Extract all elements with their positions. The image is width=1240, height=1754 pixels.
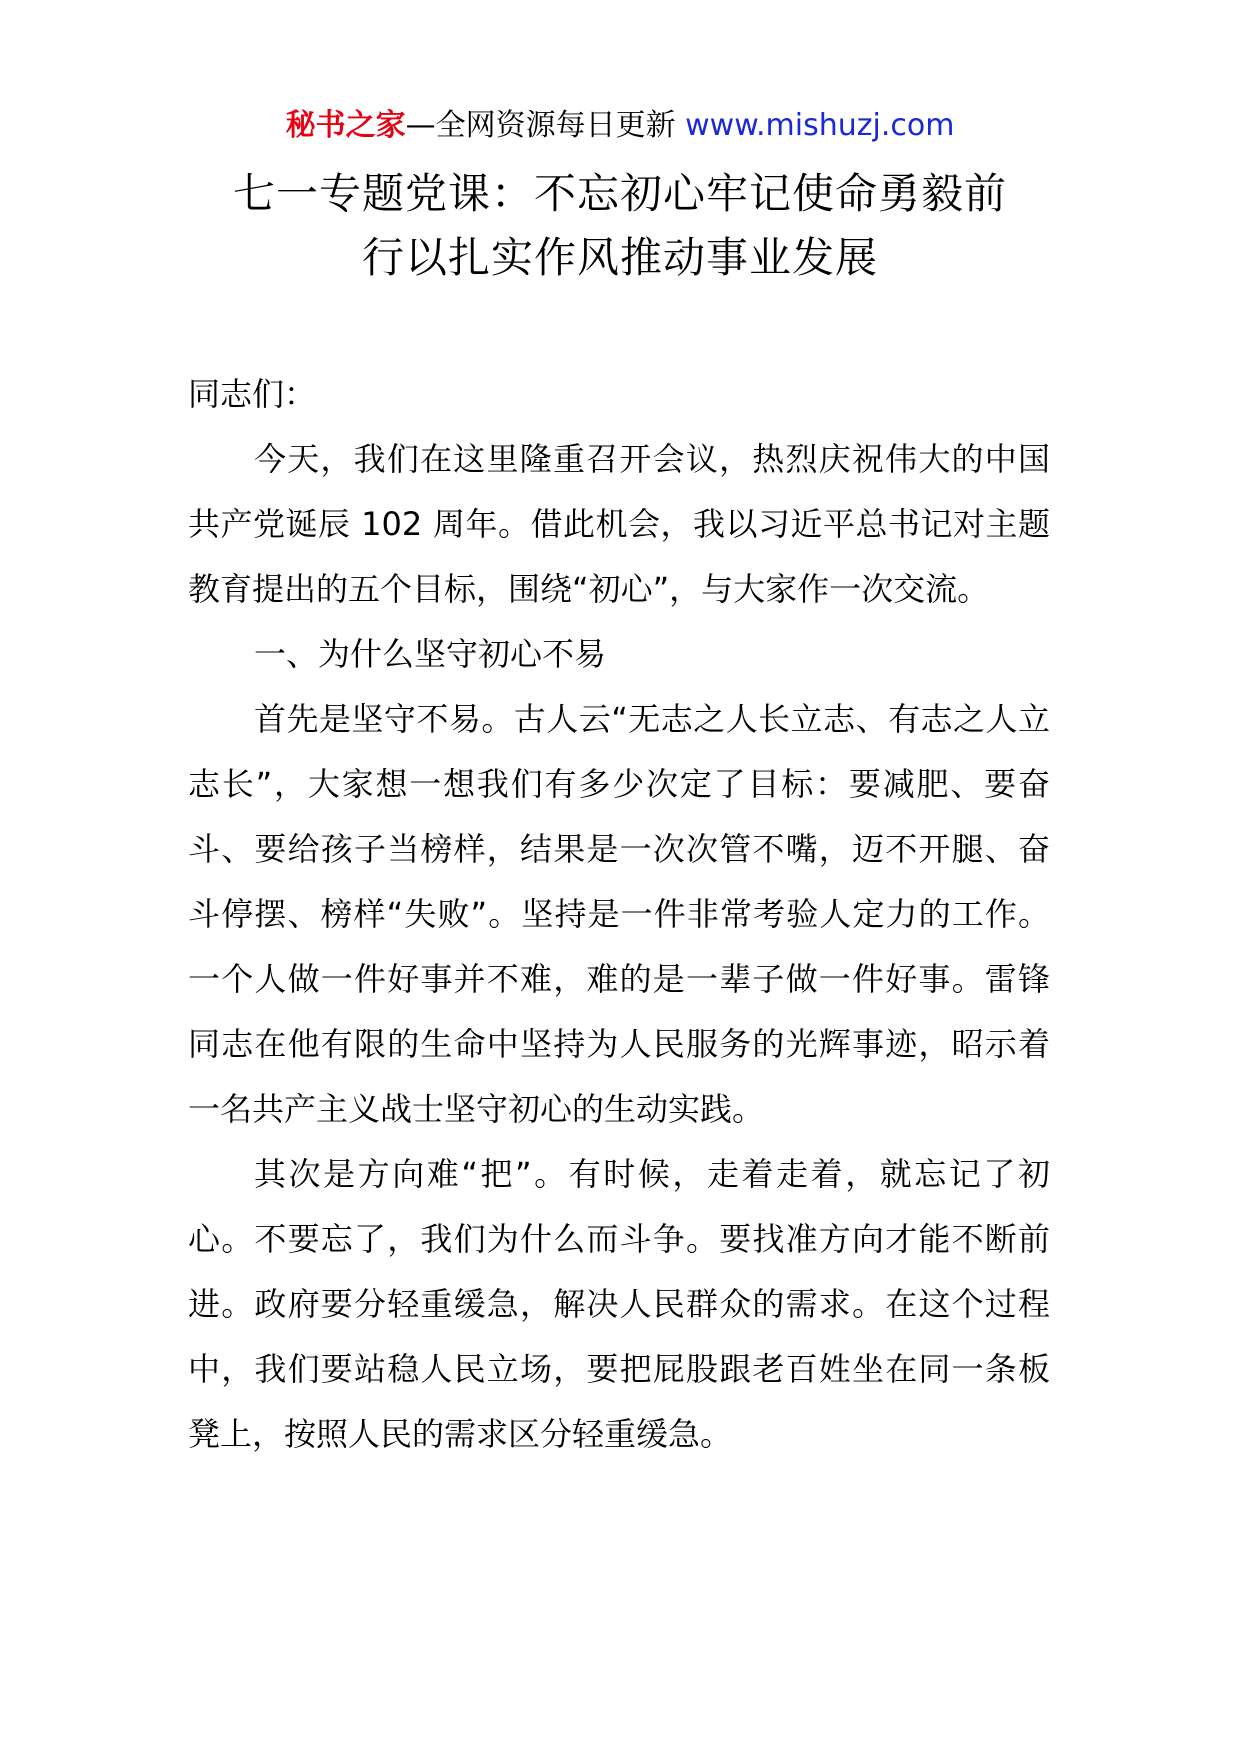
document-title [150, 162, 1090, 290]
section-heading-1: 一、为什么坚守初心不易 [254, 635, 607, 673]
brand-name: 秘书之家 [285, 108, 406, 143]
site-header [0, 104, 1240, 148]
header-tagline: —全网资源每日更新 [405, 108, 686, 143]
paragraph-direction: 其次是方向难“把”。有时候，走着走着，就忘记了初心。不要忘了，我们为什么而斗争。要找准方向才能不断前进。政府要分轻重缓急，解决人民群众的需求。在这个过程中，我们要站稳人民立场，要把屁股跟老百姓坐在同一条板凳上，按照人民的需求区分轻重缓急。 [188, 1155, 1050, 1453]
site-url-link[interactable]: www.mishuzj.com [685, 108, 955, 143]
paragraph-intro: 今天，我们在这里隆重召开会议，热烈庆祝伟大的中国共产党诞辰 102 周年。借此机会，我以习近平总书记对主题教育提出的五个目标，围绕“初心”，与大家作一次交流。 [188, 440, 1050, 608]
document-body [188, 362, 1050, 1467]
title-line-2: 行以扎实作风推动事业发展 [361, 233, 878, 282]
salutation: 同志们： [188, 375, 317, 413]
paragraph-persistence: 首先是坚守不易。古人云“无志之人长立志、有志之人立志长”，大家想一想我们有多少次定了目标：要减肥、要奋斗、要给孩子当榜样，结果是一次次管不嘴，迈不开腿、奋斗停摆、榜样“失败”。坚持是一件非常考验人定力的工作。一个人做一件好事并不难，难的是一辈子做一件好事。雷锋同志在他有限的生命中坚持为人民服务的光辉事迹，昭示着一名共产主义战士坚守初心的生动实践。 [188, 700, 1050, 1128]
title-line-1: 七一专题党课：不忘初心牢记使命勇毅前 [232, 169, 1007, 218]
